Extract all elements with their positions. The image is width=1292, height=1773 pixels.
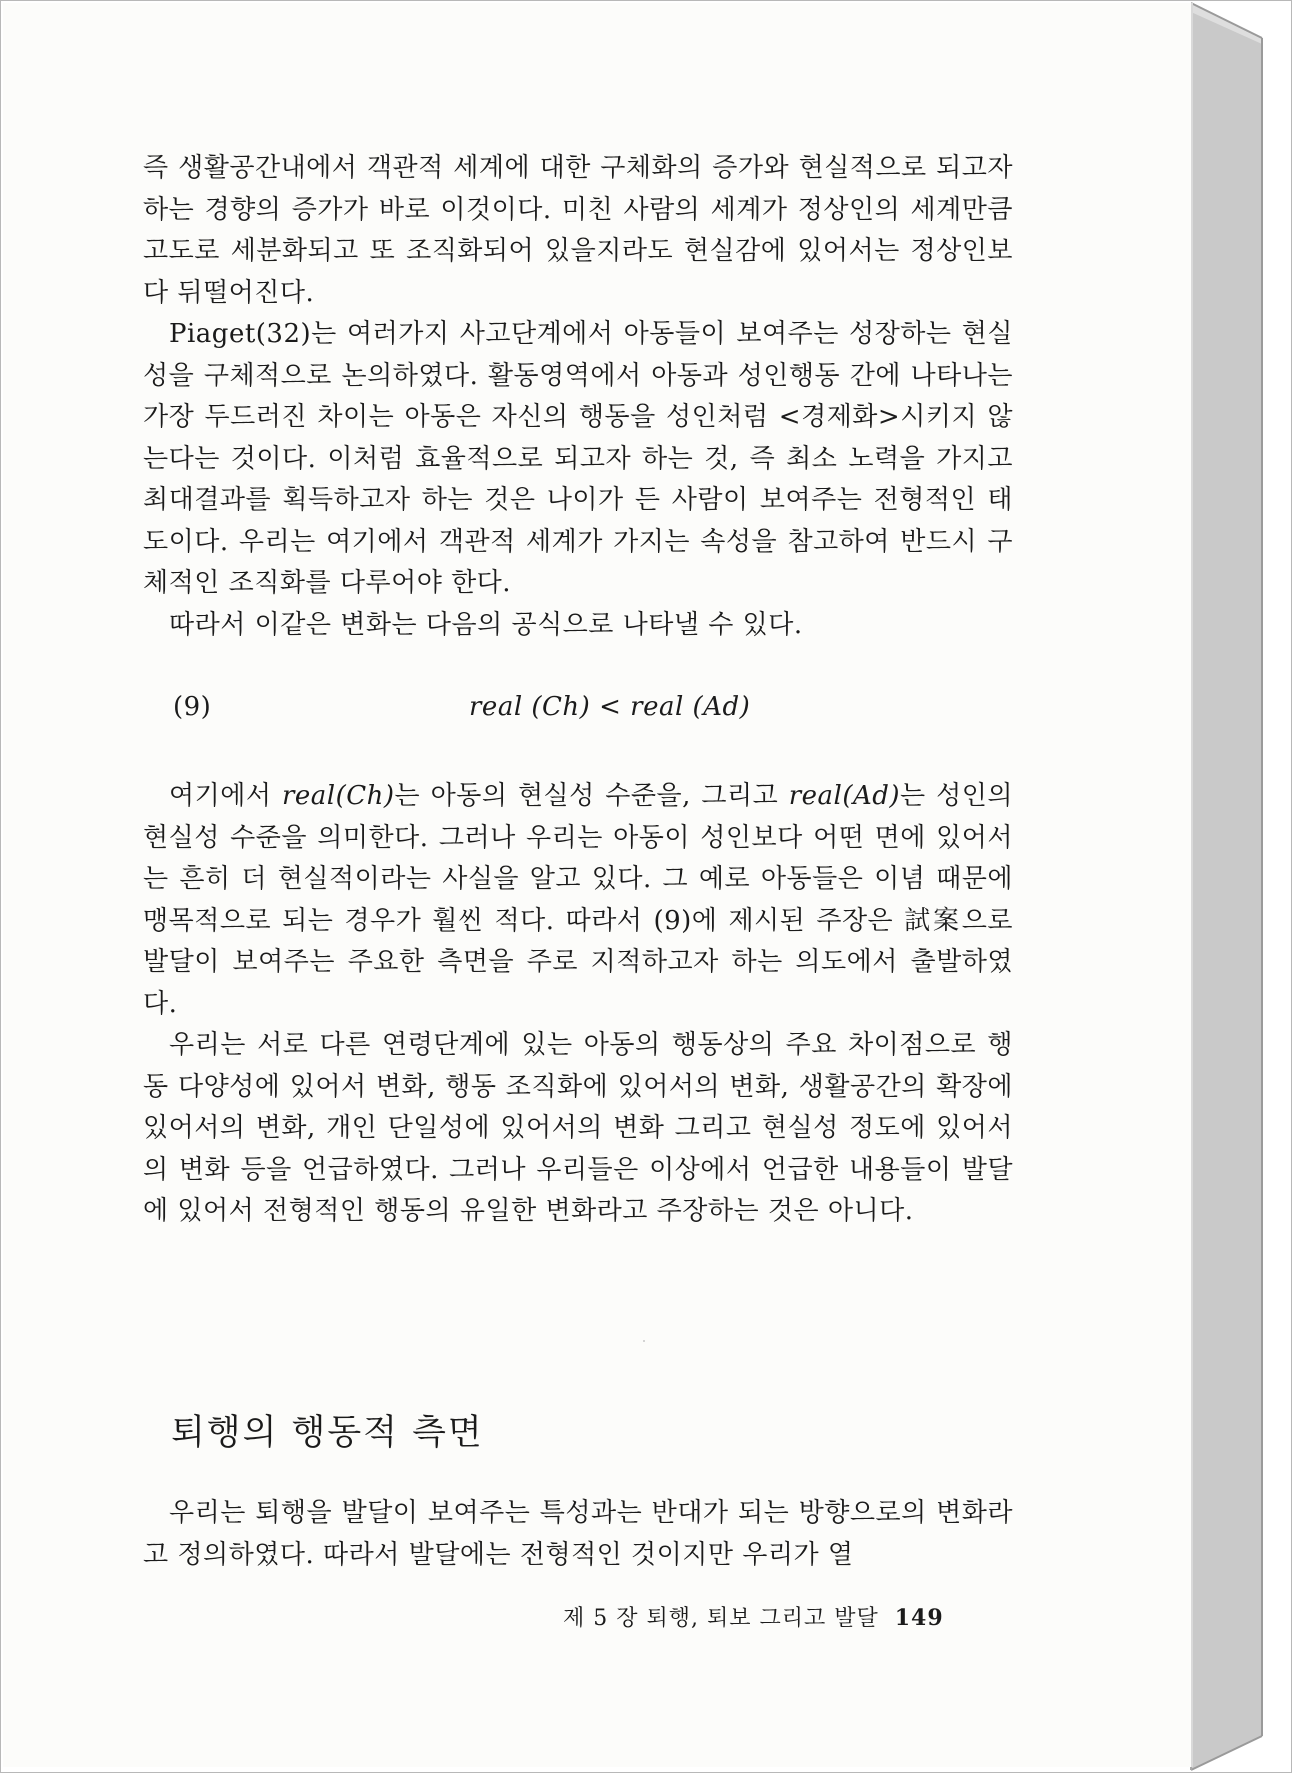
formula-9 — [143, 686, 1013, 728]
footer-chapter-title: 제 5 장 퇴행, 퇴보 그리고 발달 — [563, 1606, 879, 1631]
paragraph-3: 따라서 이같은 변화는 다음의 공식으로 나타낼 수 있다. — [169, 609, 803, 640]
section-heading: 퇴행의 행동적 측면 — [171, 1413, 484, 1453]
formula-right: real (Ad) — [630, 692, 751, 722]
page-footer — [563, 1601, 944, 1632]
paragraph-4 — [143, 776, 1013, 1025]
book-page — [3, 3, 1191, 1767]
paragraph-5: 우리는 서로 다른 연령단계에 있는 아동의 행동상의 주요 차이점으로 행동 다양성에 있어서 변화, 행동 조직화에 있어서의 변화, 생활공간의 확장에 있어서의 변화, 개인 단일성에 있어서의 변화 그리고 현실성 정도에 있어서의 변화 등을 언급하였다. 그러나 우리들은 이상에서 언급한 내용들이 발달에 있어서 전형적인 행동의 유일한 변화라고 주장하는 것은 아니다. — [143, 1030, 1013, 1226]
paragraph-2: Piaget(32)는 여러가지 사고단계에서 아동들이 보여주는 성장하는 현실성을 구체적으로 논의하였다. 활동영역에서 아동과 성인행동 간에 나타나는 가장 두드러진 차이는 아동은 자신의 행동을 성인처럼 <경제화>시키지 않는다는 것이다. 이처럼 효율적으로 되고자 하는 것, 즉 최소 노력을 가지고 최대결과를 획득하고자 하는 것은 나이가 든 사람이 보여주는 전형적인 태도이다. 우리는 여기에서 객관적 세계가 가지는 속성을 참고하여 반드시 구체적인 조직화를 다루어야 한다. — [143, 319, 1013, 598]
formula-operator: < — [599, 692, 622, 722]
speck-mark — [643, 1340, 645, 1342]
paragraph-4-text-2: 는 아동의 현실성 수준을, 그리고 — [394, 781, 789, 811]
formula-number: (9) — [173, 692, 212, 722]
paragraph-4-var-child: real(Ch) — [281, 781, 395, 811]
formula-left: real (Ch) — [469, 692, 591, 722]
book-edge-face — [1191, 3, 1262, 1770]
paragraph-4-var-adult: real(Ad) — [788, 781, 901, 811]
paragraph-1: 즉 생활공간내에서 객관적 세계에 대한 구체화의 증가와 현실적으로 되고자 하는 경향의 증가가 바로 이것이다. 미친 사람의 세계가 정상인의 세계만큼 고도로 세분화되고 또 조직화되어 있을지라도 현실감에 있어서는 정상인보다 뒤떨어진다. — [143, 153, 1013, 308]
paragraph-4-text-1: 여기에서 — [169, 781, 282, 811]
paragraph-6: 우리는 퇴행을 발달이 보여주는 특성과는 반대가 되는 방향으로의 변화라고 정의하였다. 따라서 발달에는 전형적인 것이지만 우리가 열 — [143, 1498, 1013, 1570]
page-number: 149 — [894, 1605, 944, 1631]
body-text-lower — [143, 1493, 1013, 1576]
body-text-upper — [143, 148, 1013, 1233]
formula-expression — [469, 686, 750, 728]
paragraph-4-text-3: 는 성인의 현실성 수준을 의미한다. 그러나 우리는 아동이 성인보다 어떤 면에 있어서는 흔히 더 현실적이라는 사실을 알고 있다. 그 예로 아동들은 이념 때문에 맹목적으로 되는 경우가 훨씬 적다. 따라서 (9)에 제시된 주장은 試案으로 발달이 보여주는 주요한 측면을 주로 지적하고자 하는 의도에서 출발하였다. — [143, 781, 1013, 1019]
